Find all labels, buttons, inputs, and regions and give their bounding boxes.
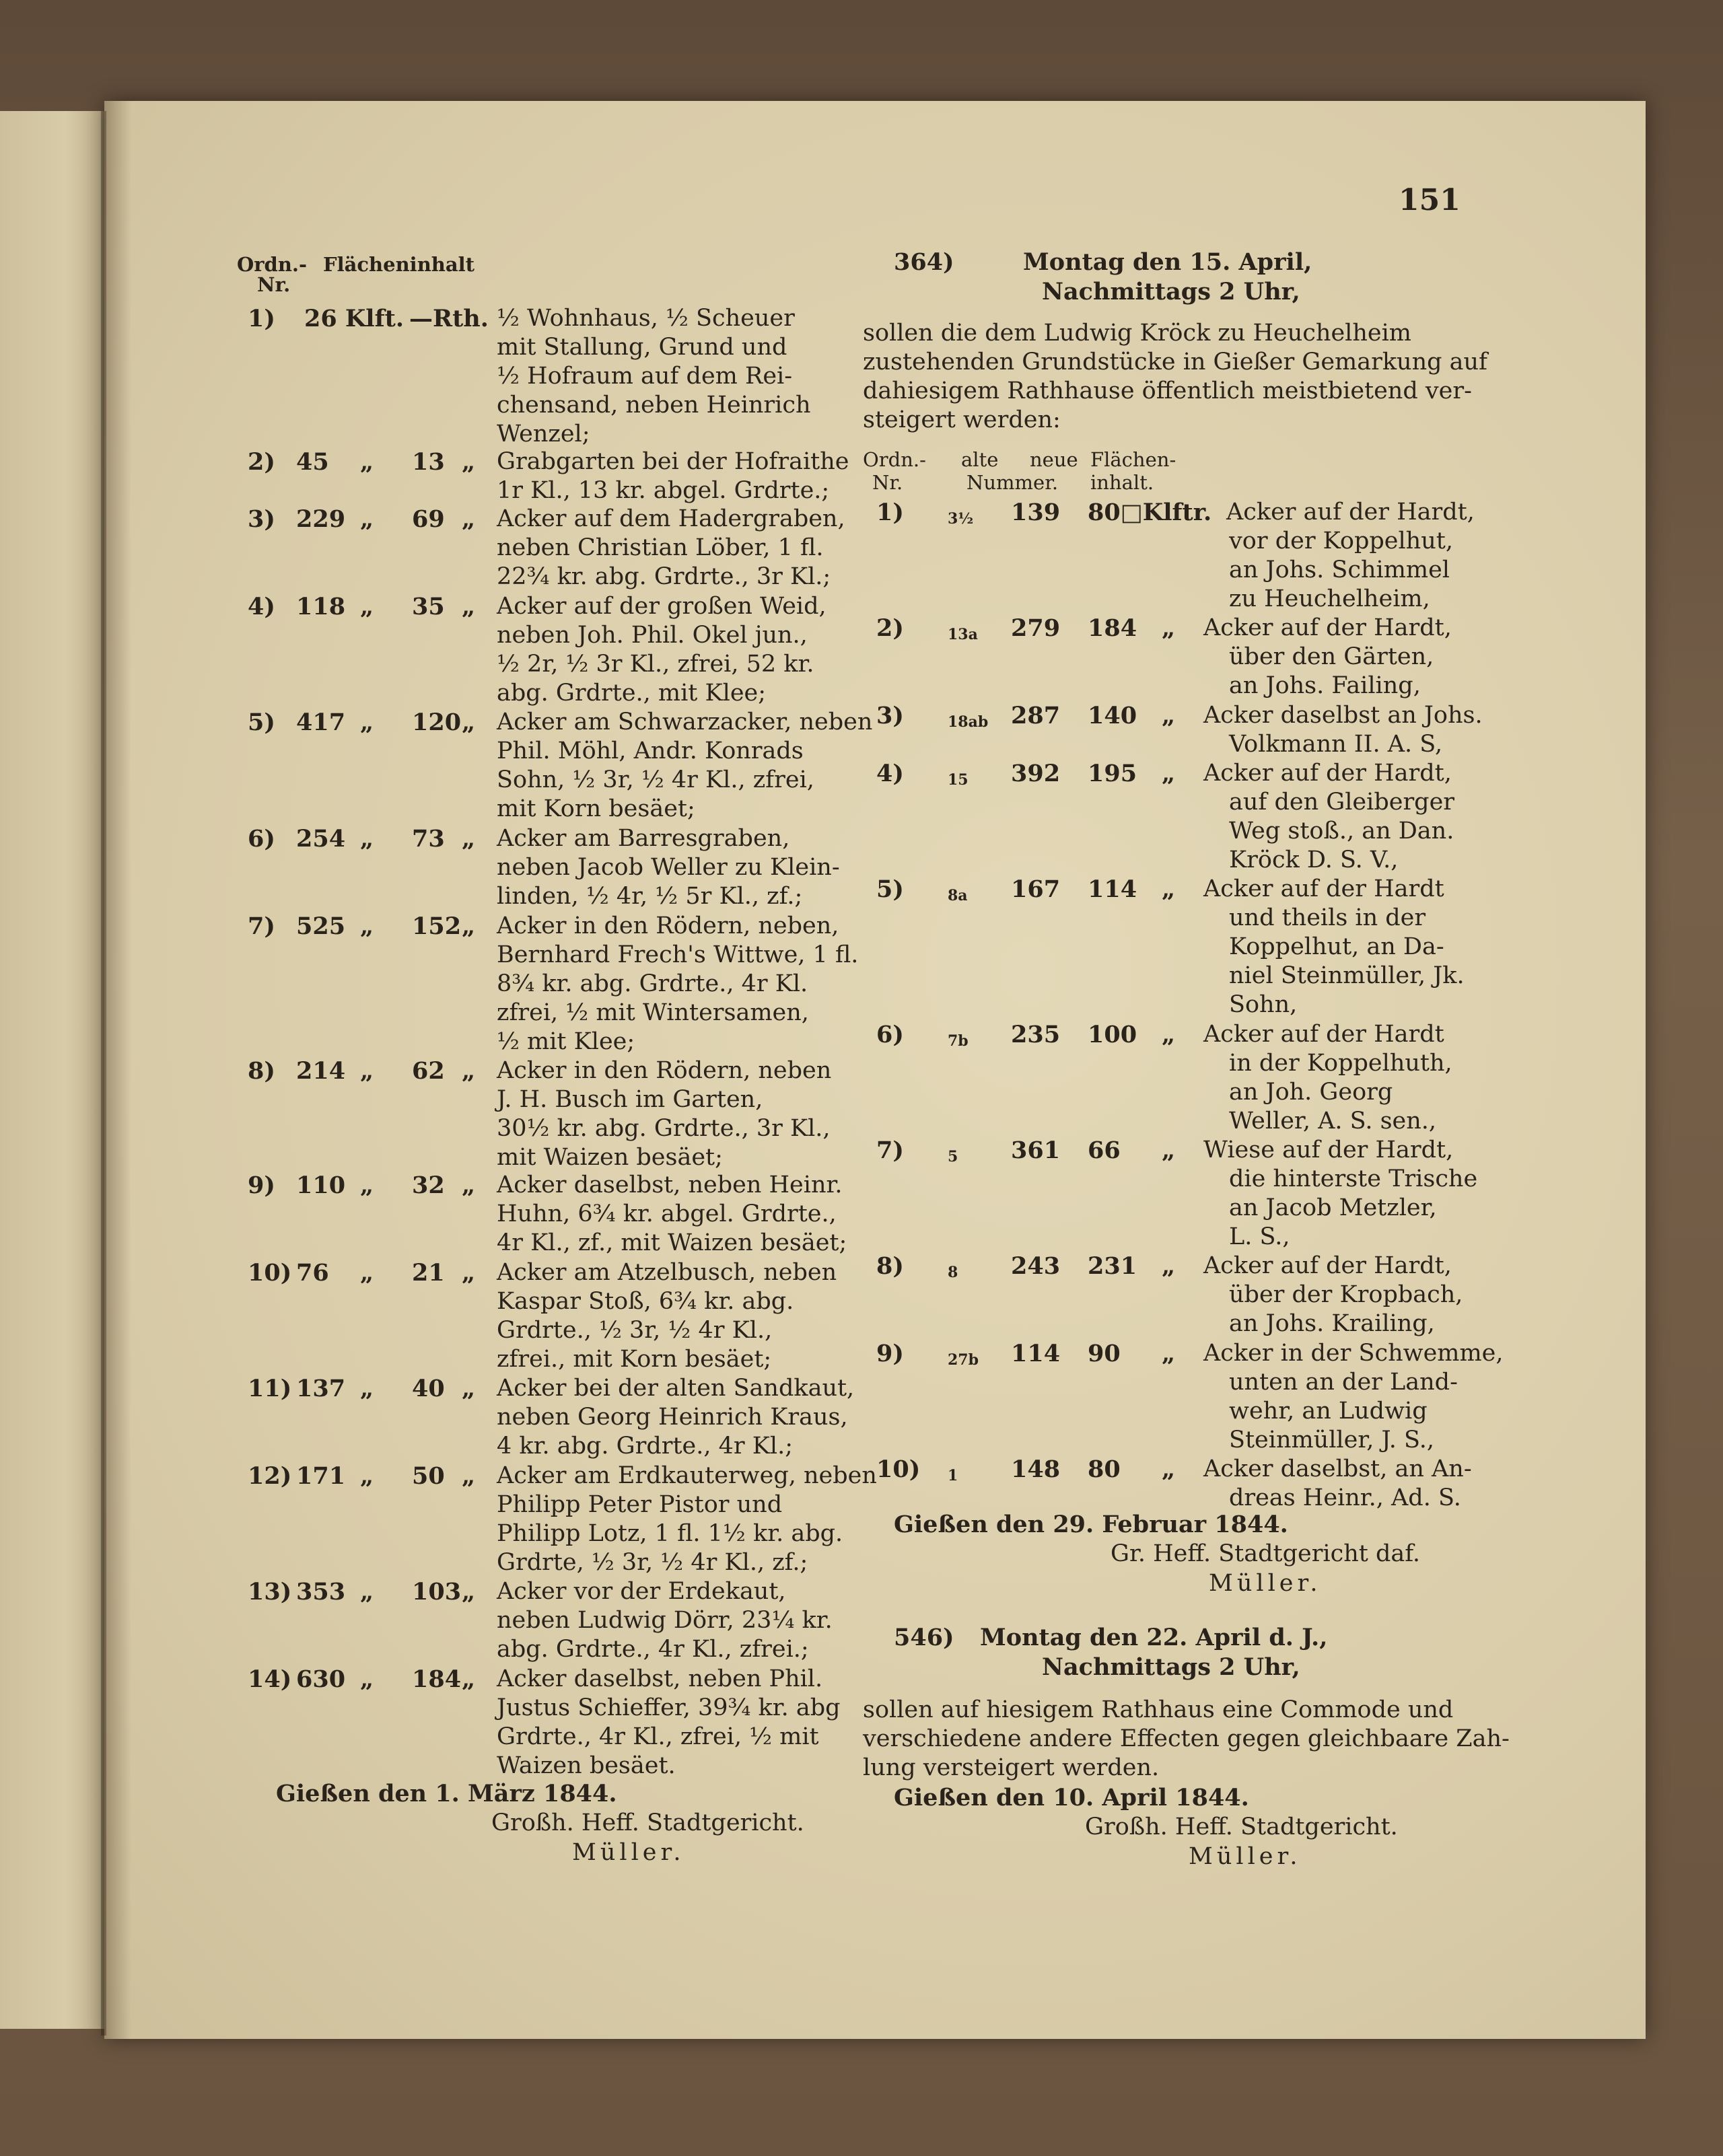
left-entry-number: 3) [248,505,275,533]
left-entry-description-line: neben Christian Löber, 1 fl. [497,534,824,561]
left-entry-description-line: mit Korn besäet; [497,795,695,822]
left-entry-area-klafter: 214 [296,1057,346,1085]
right-entry-area: 100 [1088,1021,1137,1048]
left-entry-number: 4) [248,593,275,620]
right-entry-description-line: an Joh. Georg [1229,1079,1393,1106]
right-entry-description-line: Acker auf der Hardt [1203,1021,1444,1048]
left-entry-area-ruthen: 73 [412,825,445,853]
left-entry-number: 8) [248,1057,275,1085]
right-entry-ditto-mark: „ [1162,760,1176,787]
right-signature: Müller. [1209,1570,1322,1597]
left-entry-number: 13) [248,1578,292,1606]
left-entry-number: 2) [248,448,275,476]
left-entry-area-ruthen: 103 [412,1578,462,1606]
right-entry-number: 4) [876,760,904,787]
right-entry-new-number: 139 [1011,499,1061,526]
right-entry-ditto-mark: „ [1162,1340,1176,1367]
right-entry-ditto-mark: „ [1162,1252,1176,1280]
left-entry-number: 10) [248,1259,292,1287]
right-entry-description-line: wehr, an Ludwig [1229,1398,1428,1425]
left-entry-ditto-mark: „ [360,709,374,736]
right-entry-new-number: 279 [1011,614,1061,642]
left-entry-description-line: abg. Grdrte., mit Klee; [497,680,767,707]
left-entry-description-line: 1r Kl., 13 kr. abgel. Grdrte.; [497,477,830,504]
left-entry-description-line: Acker in den Rödern, neben, [497,912,839,939]
right-entry-number: 10) [876,1456,921,1483]
left-entry-description-line: neben Ludwig Dörr, 23¼ kr. [497,1607,833,1634]
left-entry-description-line: Philipp Lotz, 1 fl. 1½ kr. abg. [497,1520,843,1547]
left-entry-area-ruthen: 13 [412,448,445,476]
right-entry-ditto-mark: „ [1162,614,1176,642]
left-entry-ditto-mark: „ [462,1375,476,1402]
left-entry-description-line: Huhn, 6¾ kr. abgel. Grdrte., [497,1200,837,1227]
right-entry-new-number: 114 [1011,1340,1061,1367]
left-head-flaeche: Flächeninhalt [323,253,475,276]
right-head-alte: alte [961,448,999,471]
right-entry-new-number: 392 [1011,760,1061,787]
left-entry-area-klafter: 110 [296,1172,346,1199]
left-entry-ditto-mark: „ [462,505,476,533]
right-entry-number: 8) [876,1252,904,1280]
left-entry-description-line: neben Joh. Phil. Okel jun., [497,622,808,649]
left-entry-area-ruthen: 40 [412,1375,445,1402]
right-entry-description-line: L. S., [1229,1223,1290,1250]
previous-page-edge [0,111,109,2029]
notice2-date: Montag den 22. April d. J., [980,1624,1328,1651]
left-entry-description-line: chensand, neben Heinrich [497,392,811,419]
left-entry-number: 9) [248,1172,275,1199]
right-entry-description-line: unten an der Land- [1229,1369,1458,1396]
left-entry-description-line: abg. Grdrte., 4r Kl., zfrei.; [497,1636,809,1663]
right-entry-description-line: Acker auf der Hardt [1203,875,1444,902]
left-entry-description-line: Acker am Barresgraben, [497,825,790,852]
left-entry-description-line: zfrei., mit Korn besäet; [497,1346,772,1373]
left-entry-description-line: 4r Kl., zf., mit Waizen besäet; [497,1229,847,1256]
left-entry-area-ruthen: 21 [412,1259,445,1287]
left-entry-description-line: 22¾ kr. abg. Grdrte., 3r Kl.; [497,563,831,590]
left-entry-area-klafter: 171 [296,1462,346,1490]
right-entry-old-number: 5 [948,1148,958,1165]
left-entry-description-line: Acker am Schwarzacker, neben [497,709,873,735]
left-entry-ditto-mark: „ [462,1057,476,1085]
left-entry-number: 6) [248,825,275,853]
right-entry-description-line: Kröck D. S. V., [1229,847,1399,873]
left-entry-description-line: Kaspar Stoß, 6¾ kr. abg. [497,1288,794,1315]
left-entry-description-line: ½ Hofraum auf dem Rei- [497,363,793,390]
right-entry-area: 80□Klftr. [1088,499,1212,526]
left-entry-description-line: Grdrte., 4r Kl., zfrei, ½ mit [497,1723,819,1750]
right-entry-new-number: 361 [1011,1137,1061,1164]
notice2-text-line: sollen auf hiesigem Rathhaus eine Commode und [863,1696,1454,1723]
right-entry-description-line: in der Koppelhuth, [1229,1050,1452,1077]
left-entry-ditto-mark: „ [462,1578,476,1606]
notice2-time: Nachmittags 2 Uhr, [1042,1653,1300,1681]
right-date: Gießen den 29. Februar 1844. [894,1511,1288,1538]
intro-line: sollen die dem Ludwig Kröck zu Heuchelheim [863,320,1411,347]
right-entry-description-line: auf den Gleiberger [1229,789,1455,816]
right-entry-description-line: niel Steinmüller, Jk. [1229,962,1465,989]
right-entry-old-number: 8 [948,1264,958,1281]
left-head-ordn: Ordn.- [237,253,308,276]
right-entry-description-line: Acker daselbst an Johs. [1203,702,1483,729]
right-entry-ditto-mark: „ [1162,702,1176,729]
right-entry-number: 7) [876,1137,904,1164]
left-entry-ditto-mark: „ [360,1462,374,1490]
left-entry-description-line: Acker am Atzelbusch, neben [497,1259,837,1286]
intro-line: dahiesigem Rathhause öffentlich meistbietend ver- [863,378,1472,404]
right-entry-description-line: Acker in der Schwemme, [1203,1340,1504,1367]
left-entry-description-line: neben Georg Heinrich Kraus, [497,1404,848,1431]
right-entry-ditto-mark: „ [1162,1021,1176,1048]
left-entry-description-line: Acker vor der Erdekaut, [497,1578,786,1605]
left-entry-description-line: Acker am Erdkauterweg, neben [497,1462,877,1489]
right-entry-old-number: 13a [948,626,978,643]
left-entry-description-line: ½ 2r, ½ 3r Kl., zfrei, 52 kr. [497,651,814,678]
left-entry-description-line: Acker in den Rödern, neben [497,1057,832,1084]
right-entry-description-line: Acker auf der Hardt, [1203,614,1452,641]
right-entry-area: 80 [1088,1456,1121,1483]
right-entry-description-line: an Jacob Metzler, [1229,1194,1437,1221]
left-entry-description-line: Acker daselbst, neben Phil. [497,1665,823,1692]
left-entry-ditto-mark: „ [462,709,476,736]
page-number: 151 [1399,183,1461,217]
right-entry-description-line: vor der Koppelhut, [1229,528,1453,554]
right-entry-description-line: Steinmüller, J. S., [1229,1427,1435,1453]
left-entry-description-line: Acker auf dem Hadergraben, [497,505,845,532]
left-entry-ditto-mark: „ [462,912,476,940]
notice2-text-line: verschiedene andere Effecten gegen gleichbaare Zah- [863,1725,1510,1752]
notice2-text-line: lung versteigert werden. [863,1754,1160,1781]
right-entry-description-line: Wiese auf der Hardt, [1203,1137,1454,1163]
right-entry-number: 6) [876,1021,904,1048]
left-entry-description-line: Sohn, ½ 3r, ½ 4r Kl., zfrei, [497,766,814,793]
left-entry-description-line: 4 kr. abg. Grdrte., 4r Kl.; [497,1433,794,1460]
left-entry-ditto-mark: „ [360,1172,374,1199]
left-entry-area-klafter: 76 [296,1259,329,1287]
right-entry-old-number: 8a [948,887,968,904]
left-entry-ditto-mark: „ [462,1172,476,1199]
right-entry-old-number: 7b [948,1032,969,1050]
right-entry-number: 5) [876,875,904,903]
left-entry-area-ruthen: 69 [412,505,445,533]
left-entry-ditto-mark: „ [462,1462,476,1490]
notice2-court: Großh. Heff. Stadtgericht. [1085,1813,1398,1840]
left-entry-area-klafter: 26 Klft. [304,305,405,332]
notice2-signature: Müller. [1189,1843,1302,1870]
right-entry-description-line: Acker daselbst, an An- [1203,1456,1472,1482]
right-entry-new-number: 287 [1011,702,1061,729]
left-entry-area-klafter: 417 [296,709,346,736]
right-entry-number: 2) [876,614,904,642]
right-entry-old-number: 3½ [948,510,974,528]
left-entry-description-line: Grdrte, ½ 3r, ½ 4r Kl., zf.; [497,1549,808,1576]
right-head-neue: neue [1030,448,1078,471]
left-entry-ditto-mark: „ [462,593,476,620]
left-entry-ditto-mark: „ [462,1665,476,1693]
left-head-nr: Nr. [257,273,291,296]
left-entry-area-ruthen: 152 [412,912,462,940]
left-entry-description-line: Acker daselbst, neben Heinr. [497,1172,843,1198]
right-entry-number: 1) [876,499,904,526]
right-entry-area: 66 [1088,1137,1121,1164]
right-entry-description-line: Sohn, [1229,991,1298,1018]
right-head-flaechen: Flächen- [1090,448,1176,471]
left-entry-area-klafter: 137 [296,1375,346,1402]
right-entry-description-line: Acker auf der Hardt, [1203,1252,1452,1279]
left-entry-description-line: Grabgarten bei der Hofraithe [497,448,849,475]
left-entry-description-line: neben Jacob Weller zu Klein- [497,854,840,881]
left-entry-number: 11) [248,1375,292,1402]
left-entry-area-klafter: 254 [296,825,346,853]
right-head-nr: Nr. [872,471,903,494]
left-entry-description-line: Phil. Möhl, Andr. Konrads [497,738,804,764]
left-entry-ditto-mark: „ [462,448,476,476]
left-entry-area-ruthen: 184 [412,1665,462,1693]
right-entry-old-number: 27b [948,1351,979,1369]
right-court: Gr. Heff. Stadtgericht daf. [1111,1540,1421,1567]
left-entry-description-line: ½ mit Klee; [497,1028,635,1055]
right-entry-old-number: 1 [948,1467,958,1484]
left-entry-ditto-mark: „ [360,1578,374,1606]
right-entry-new-number: 148 [1011,1456,1061,1483]
left-entry-description-line: mit Waizen besäet; [497,1144,723,1171]
right-entry-description-line: über den Gärten, [1229,643,1434,670]
right-entry-area: 184 [1088,614,1137,642]
left-entry-number: 12) [248,1462,292,1490]
left-entry-description-line: mit Stallung, Grund und [497,334,787,361]
left-entry-area-klafter: 118 [296,593,346,620]
left-entry-description-line: Wenzel; [497,421,590,447]
left-entry-ditto-mark: „ [360,1665,374,1693]
left-entry-description-line: Justus Schieffer, 39¾ kr. abg [497,1694,841,1721]
left-entry-ditto-mark: „ [360,593,374,620]
left-entry-area-ruthen: 62 [412,1057,445,1085]
left-entry-description-line: Acker auf der großen Weid, [497,593,827,620]
left-entry-number: 7) [248,912,275,940]
left-court: Großh. Heff. Stadtgericht. [491,1809,804,1836]
notice-number: 364) [894,248,954,276]
right-entry-description-line: Koppelhut, an Da- [1229,933,1444,960]
right-entry-description-line: an Johs. Krailing, [1229,1310,1435,1337]
left-entry-ditto-mark: „ [360,1375,374,1402]
right-entry-description-line: Weller, A. S. sen., [1229,1108,1437,1135]
left-entry-description-line: Bernhard Frech's Wittwe, 1 fl. [497,941,859,968]
left-entry-ditto-mark: „ [360,1057,374,1085]
left-entry-ditto-mark: „ [360,825,374,853]
right-entry-new-number: 235 [1011,1021,1061,1048]
right-entry-ditto-mark: „ [1162,1137,1176,1164]
intro-line: zustehenden Grundstücke in Gießer Gemarkung auf [863,349,1488,375]
left-entry-area-klafter: 229 [296,505,346,533]
left-entry-number: 5) [248,709,275,736]
right-entry-ditto-mark: „ [1162,875,1176,903]
right-entry-description-line: die hinterste Trische [1229,1165,1478,1192]
right-entry-description-line: an Johs. Failing, [1229,672,1421,699]
left-entry-description-line: J. H. Busch im Garten, [497,1086,763,1113]
right-entry-area: 90 [1088,1340,1121,1367]
right-entry-area: 114 [1088,875,1137,903]
right-head-ordn: Ordn.- [863,448,926,471]
right-entry-new-number: 167 [1011,875,1061,903]
right-entry-new-number: 243 [1011,1252,1061,1280]
right-entry-description-line: und theils in der [1229,904,1426,931]
left-entry-area-ruthen: 32 [412,1172,445,1199]
right-entry-description-line: an Johs. Schimmel [1229,556,1450,583]
left-entry-description-line: Acker bei der alten Sandkaut, [497,1375,855,1402]
left-entry-area-ruthen: 50 [412,1462,445,1490]
left-entry-ditto-mark: „ [360,1259,374,1287]
left-entry-ditto-mark: „ [360,912,374,940]
left-entry-area-klafter: 630 [296,1665,346,1693]
left-entry-ditto-mark: „ [360,448,374,476]
left-entry-description-line: zfrei, ½ mit Wintersamen, [497,999,809,1026]
left-entry-ditto-mark: „ [462,825,476,853]
left-entry-description-line: linden, ½ 4r, ½ 5r Kl., zf.; [497,883,803,910]
right-entry-description-line: zu Heuchelheim, [1229,585,1430,612]
notice-time-line: Nachmittags 2 Uhr, [1042,278,1300,306]
right-entry-area: 231 [1088,1252,1137,1280]
right-entry-area: 195 [1088,760,1137,787]
right-head-inhalt: inhalt. [1090,471,1154,494]
right-entry-description-line: Weg stoß., an Dan. [1229,818,1454,845]
right-entry-description-line: dreas Heinr., Ad. S. [1229,1484,1461,1511]
right-entry-number: 3) [876,702,904,729]
left-entry-area-ruthen: 35 [412,593,445,620]
notice2-number: 546) [894,1624,954,1651]
right-entry-area: 140 [1088,702,1137,729]
left-entry-area-klafter: 525 [296,912,346,940]
right-entry-description-line: Acker auf der Hardt, [1203,760,1452,787]
left-entry-number: 1) [248,305,275,332]
right-entry-description-line: Volkmann II. A. S, [1229,731,1443,758]
right-entry-ditto-mark: „ [1162,1456,1176,1483]
left-entry-description-line: Grdrte., ½ 3r, ½ 4r Kl., [497,1317,773,1344]
right-entry-old-number: 18ab [948,713,989,731]
left-entry-number: 14) [248,1665,292,1693]
book-gutter [101,111,106,2036]
left-entry-area-klafter: 45 [296,448,329,476]
left-date: Gießen den 1. März 1844. [276,1780,617,1807]
left-entry-description-line: 8¾ kr. abg. Grdrte., 4r Kl. [497,970,808,997]
left-entry-description-line: 30½ kr. abg. Grdrte., 3r Kl., [497,1115,831,1142]
right-head-nummer: Nummer. [966,471,1059,494]
right-entry-description-line: über der Kropbach, [1229,1281,1463,1308]
left-entry-ditto-mark: „ [360,505,374,533]
notice-date-line: Montag den 15. April, [1023,248,1312,276]
left-entry-description-line: Philipp Peter Pistor und [497,1491,783,1518]
left-entry-area-ruthen: 120 [412,709,462,736]
notice2-place: Gießen den 10. April 1844. [894,1784,1249,1811]
left-signature: Müller. [572,1839,685,1866]
left-entry-description-line: Waizen besäet. [497,1752,676,1779]
left-entry-area-ruthen: —Rth. [409,305,489,332]
intro-line: steigert werden: [863,406,1061,433]
left-entry-area-klafter: 353 [296,1578,346,1606]
right-entry-number: 9) [876,1340,904,1367]
left-entry-description-line: ½ Wohnhaus, ½ Scheuer [497,305,795,332]
right-entry-description-line: Acker auf der Hardt, [1226,499,1475,526]
right-entry-old-number: 15 [948,771,969,789]
left-entry-ditto-mark: „ [462,1259,476,1287]
